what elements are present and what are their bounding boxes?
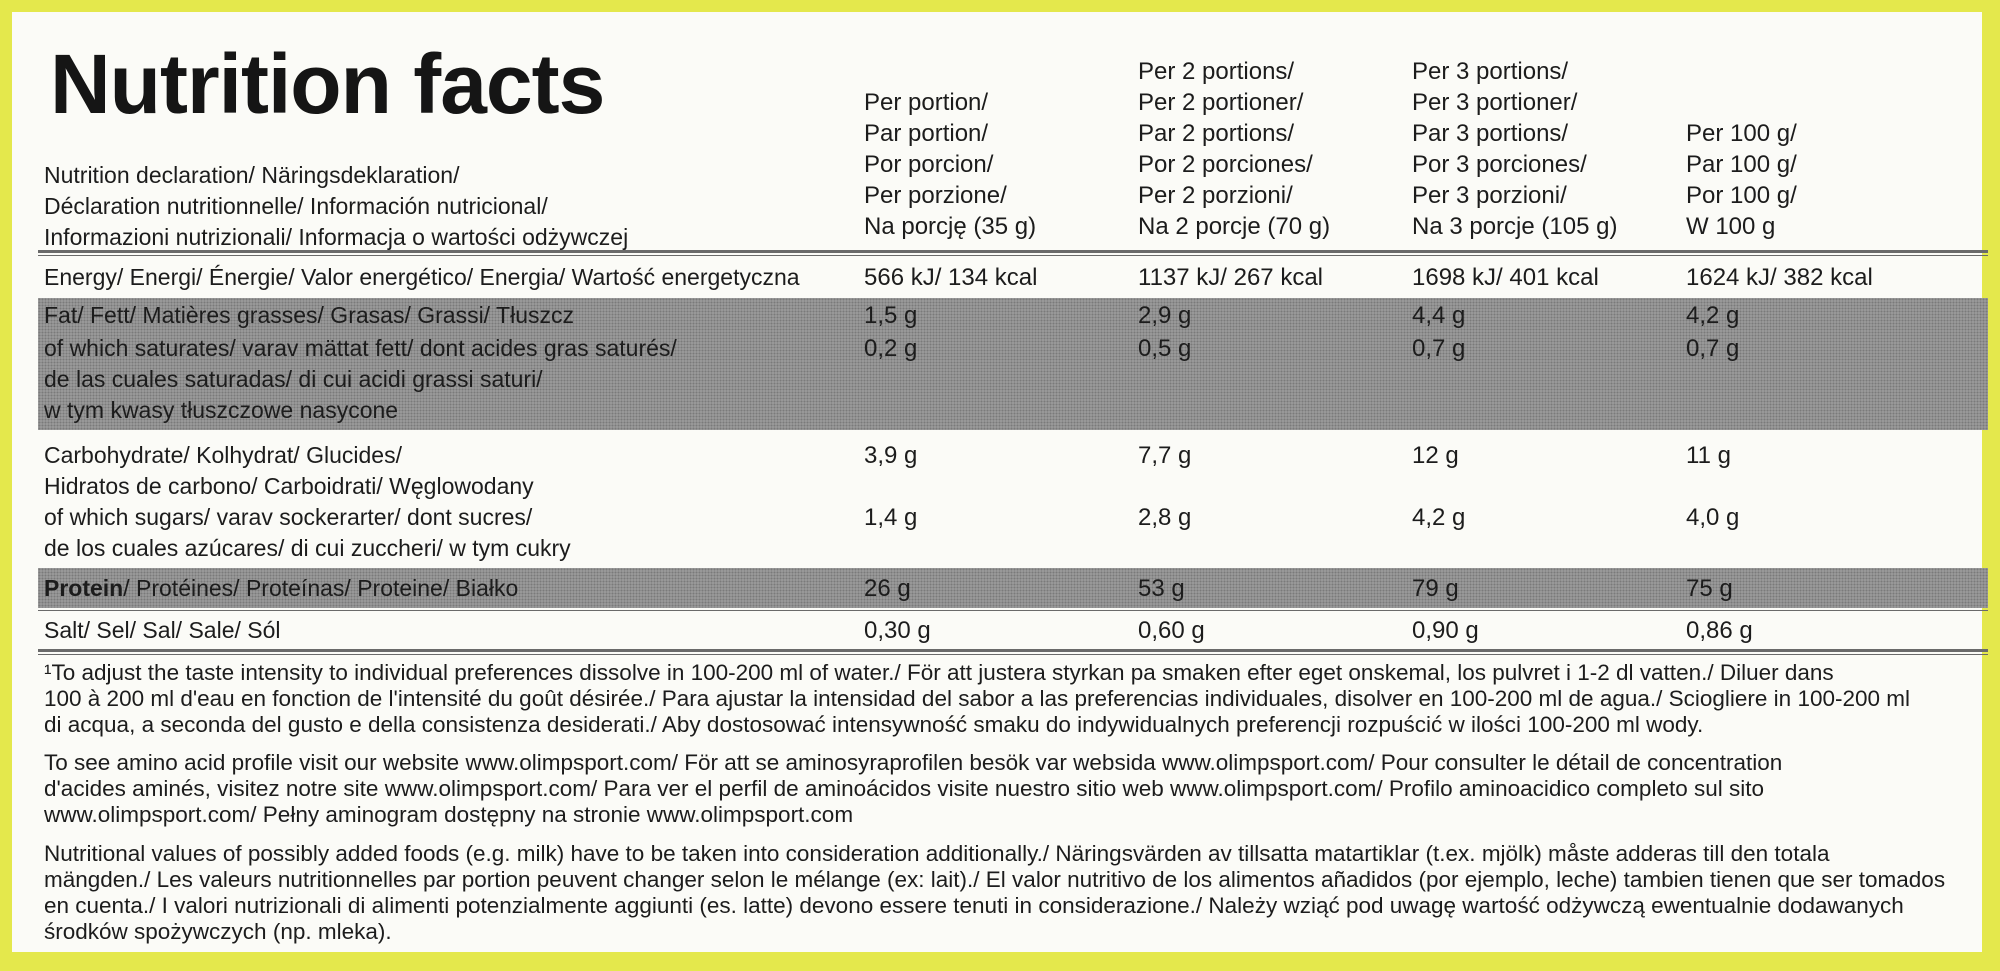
declaration-header-line: Déclaration nutritionnelle/ Información nutricional/: [44, 193, 548, 219]
column-header-line: Per 100 g/: [1686, 120, 1797, 147]
value-per-portion: 566 kJ/ 134 kcal: [864, 264, 1038, 291]
row-label-line: w tym kwasy tłuszczowe nasycone: [44, 397, 399, 423]
row-label: [44, 502, 571, 564]
value-per-100g: 75 g: [1686, 575, 1733, 602]
column-header-line: Na porcję (35 g): [864, 213, 1037, 240]
row-label: [44, 573, 518, 604]
table-bottom-divider: [38, 649, 1988, 652]
footnote-line: 100 à 200 ml d'eau en fonction de l'intensité du goût désirée./ Para ajustar la intensidad del sabor a las preferencias individuales, disolver en 100-200 ml de agua./ Sciogliere in 100-200 ml: [44, 686, 1911, 711]
row-label-line: Carbohydrate/ Kolhydrat/ Glucides/: [44, 442, 402, 468]
footnote-line: d'acides aminés, visitez notre site www.olimpsport.com/ Para ver el perfil de aminoácidos visite nuestro sitio web www.olimpsport.com/ Profilo aminoacidico completo sul sito: [44, 776, 1764, 801]
footnote-line: ¹To adjust the taste intensity to individual preferences dissolve in 100-200 ml of water./ För att justera styrkan pa smaken efter eget onskemal, los pulvret i 1-2 dl vatten./ Diluer dans: [44, 660, 1834, 685]
value-per-3-portions: 0,90 g: [1412, 617, 1479, 644]
column-header-per-3-portions: [1412, 56, 1617, 242]
column-header-line: Per 3 portions/: [1412, 58, 1569, 85]
column-header-line: W 100 g: [1686, 213, 1776, 240]
column-header-per-100g: [1686, 118, 1797, 242]
value-per-100g: 4,0 g: [1686, 504, 1740, 531]
value-per-2-portions: 2,8 g: [1138, 504, 1192, 531]
value-per-2-portions: 1137 kJ/ 267 kcal: [1138, 264, 1324, 291]
column-header-line: Por 3 porciones/: [1412, 151, 1587, 178]
value-per-2-portions: 2,9 g: [1138, 302, 1192, 329]
footnote-line: mängden./ Les valeurs nutritionnelles par portion peuvent changer selon le mélange (ex: lait)./ El valor nutritivo de los alimentos añadidos (por ejemplo, leche) tambien tienen que ser tomados: [44, 867, 1946, 892]
column-header-line: Por 2 porciones/: [1138, 151, 1313, 178]
value-per-portion: 26 g: [864, 575, 911, 602]
column-header-line: Por 100 g/: [1686, 182, 1797, 209]
column-header-line: Na 3 porcje (105 g): [1412, 213, 1618, 240]
row-label-line: of which saturates/ varav mättat fett/ dont acides gras saturés/: [44, 335, 677, 361]
column-header-line: Por porcion/: [864, 151, 994, 178]
value-per-100g: 0,86 g: [1686, 617, 1753, 644]
row-label-line: Hidratos de carbono/ Carboidrati/ Węglowodany: [44, 473, 534, 499]
value-per-100g: 11 g: [1686, 442, 1731, 469]
column-header-line: Par portion/: [864, 120, 989, 147]
footnote-line: en cuenta./ I valori nutrizionali di alimenti potenzialmente aggiunti (es. latte) devono essere tenuti in considerazione./ Należy wziąć pod uwagę wartość odżywczą ewentualnie dodawanych: [44, 893, 1904, 918]
value-per-3-portions: 4,2 g: [1412, 504, 1466, 531]
column-header-line: Par 3 portions/: [1412, 120, 1569, 147]
column-header-line: Per 3 porzioni/: [1412, 182, 1567, 209]
nutrition-label: [12, 12, 1982, 952]
row-label-line: de los cuales azúcares/ di cui zuccheri/ w tym cukry: [44, 535, 571, 561]
value-per-100g: 1624 kJ/ 382 kcal: [1686, 264, 1873, 291]
declaration-header: [44, 160, 844, 253]
column-header-per-2-portions: [1138, 56, 1330, 242]
header-divider-thin: [38, 255, 1988, 256]
value-per-3-portions: 4,4 g: [1412, 302, 1466, 329]
value-per-2-portions: 0,5 g: [1138, 335, 1192, 362]
value-per-100g: 0,7 g: [1686, 335, 1740, 362]
footnote-line: di acqua, a seconda del gusto e della consistenza desiderati./ Aby dostosować intensywność smaku do indywidualnych preferencji rozpuścić w ilości 100-200 ml wody.: [44, 712, 1704, 737]
row-label: Salt/ Sel/ Sal/ Sale/ Sól: [44, 617, 281, 643]
value-per-portion: 3,9 g: [864, 442, 918, 469]
column-header-line: Par 2 portions/: [1138, 120, 1295, 147]
declaration-header-line: Nutrition declaration/ Näringsdeklaration/: [44, 162, 460, 188]
column-header-line: Per 2 portions/: [1138, 58, 1295, 85]
value-per-portion: 1,5 g: [864, 302, 918, 329]
row-label-bold: Protein: [44, 575, 124, 601]
column-header-line: Per porzione/: [864, 182, 1007, 209]
value-per-3-portions: 0,7 g: [1412, 335, 1466, 362]
value-per-portion: 1,4 g: [864, 504, 918, 531]
table-bottom-divider-thin: [38, 654, 1988, 655]
row-label: [44, 333, 677, 426]
footnote-line: środków spożywczych (np. mleka).: [44, 919, 392, 944]
declaration-header-line: Informazioni nutrizionali/ Informacja o wartości odżywczej: [44, 224, 629, 250]
value-per-3-portions: 12 g: [1412, 442, 1459, 469]
page-title: Nutrition facts: [50, 37, 605, 131]
row-label: Fat/ Fett/ Matières grasses/ Grasas/ Grassi/ Tłuszcz: [44, 302, 574, 328]
value-per-2-portions: 0,60 g: [1138, 617, 1205, 644]
row-label: Energy/ Energi/ Énergie/ Valor energético/ Energia/ Wartość energetyczna: [44, 264, 800, 290]
row-label: [44, 440, 534, 502]
column-header-line: Par 100 g/: [1686, 151, 1797, 178]
row-label-line: of which sugars/ varav sockerarter/ dont sucres/: [44, 504, 533, 530]
footnote-line: www.olimpsport.com/ Pełny aminogram dostępny na stronie www.olimpsport.com: [44, 802, 854, 827]
header-divider: [38, 250, 1988, 253]
row-divider: [38, 610, 1988, 611]
row-label-rest: / Protéines/ Proteínas/ Proteine/ Białko: [123, 575, 519, 601]
footnote-added-foods: [44, 841, 1964, 945]
column-header-per-portion: [864, 87, 1036, 242]
footnote-dissolve: [44, 660, 1964, 738]
column-header-line: Per portion/: [864, 89, 989, 116]
value-per-2-portions: 7,7 g: [1138, 442, 1192, 469]
footnote-amino-acid: [44, 750, 1964, 828]
value-per-2-portions: 53 g: [1138, 575, 1185, 602]
value-per-3-portions: 79 g: [1412, 575, 1459, 602]
value-per-3-portions: 1698 kJ/ 401 kcal: [1412, 264, 1599, 291]
column-header-line: Per 2 portioner/: [1138, 89, 1304, 116]
value-per-portion: 0,2 g: [864, 335, 918, 362]
row-label-line: de las cuales saturadas/ di cui acidi grassi saturi/: [44, 366, 543, 392]
value-per-100g: 4,2 g: [1686, 302, 1740, 329]
column-header-line: Na 2 porcje (70 g): [1138, 213, 1331, 240]
footnote-line: Nutritional values of possibly added foods (e.g. milk) have to be taken into consideration additionally./ Näringsvärden av tillsatta matartiklar (t.ex. mjölk) måste adderas till den totala: [44, 841, 1830, 866]
value-per-portion: 0,30 g: [864, 617, 931, 644]
column-header-line: Per 2 porzioni/: [1138, 182, 1293, 209]
footnote-line: To see amino acid profile visit our website www.olimpsport.com/ För att se aminosyraprofilen besök var websida www.olimpsport.com/ Pour consulter le détail de concentration: [44, 750, 1783, 775]
column-header-line: Per 3 portioner/: [1412, 89, 1578, 116]
